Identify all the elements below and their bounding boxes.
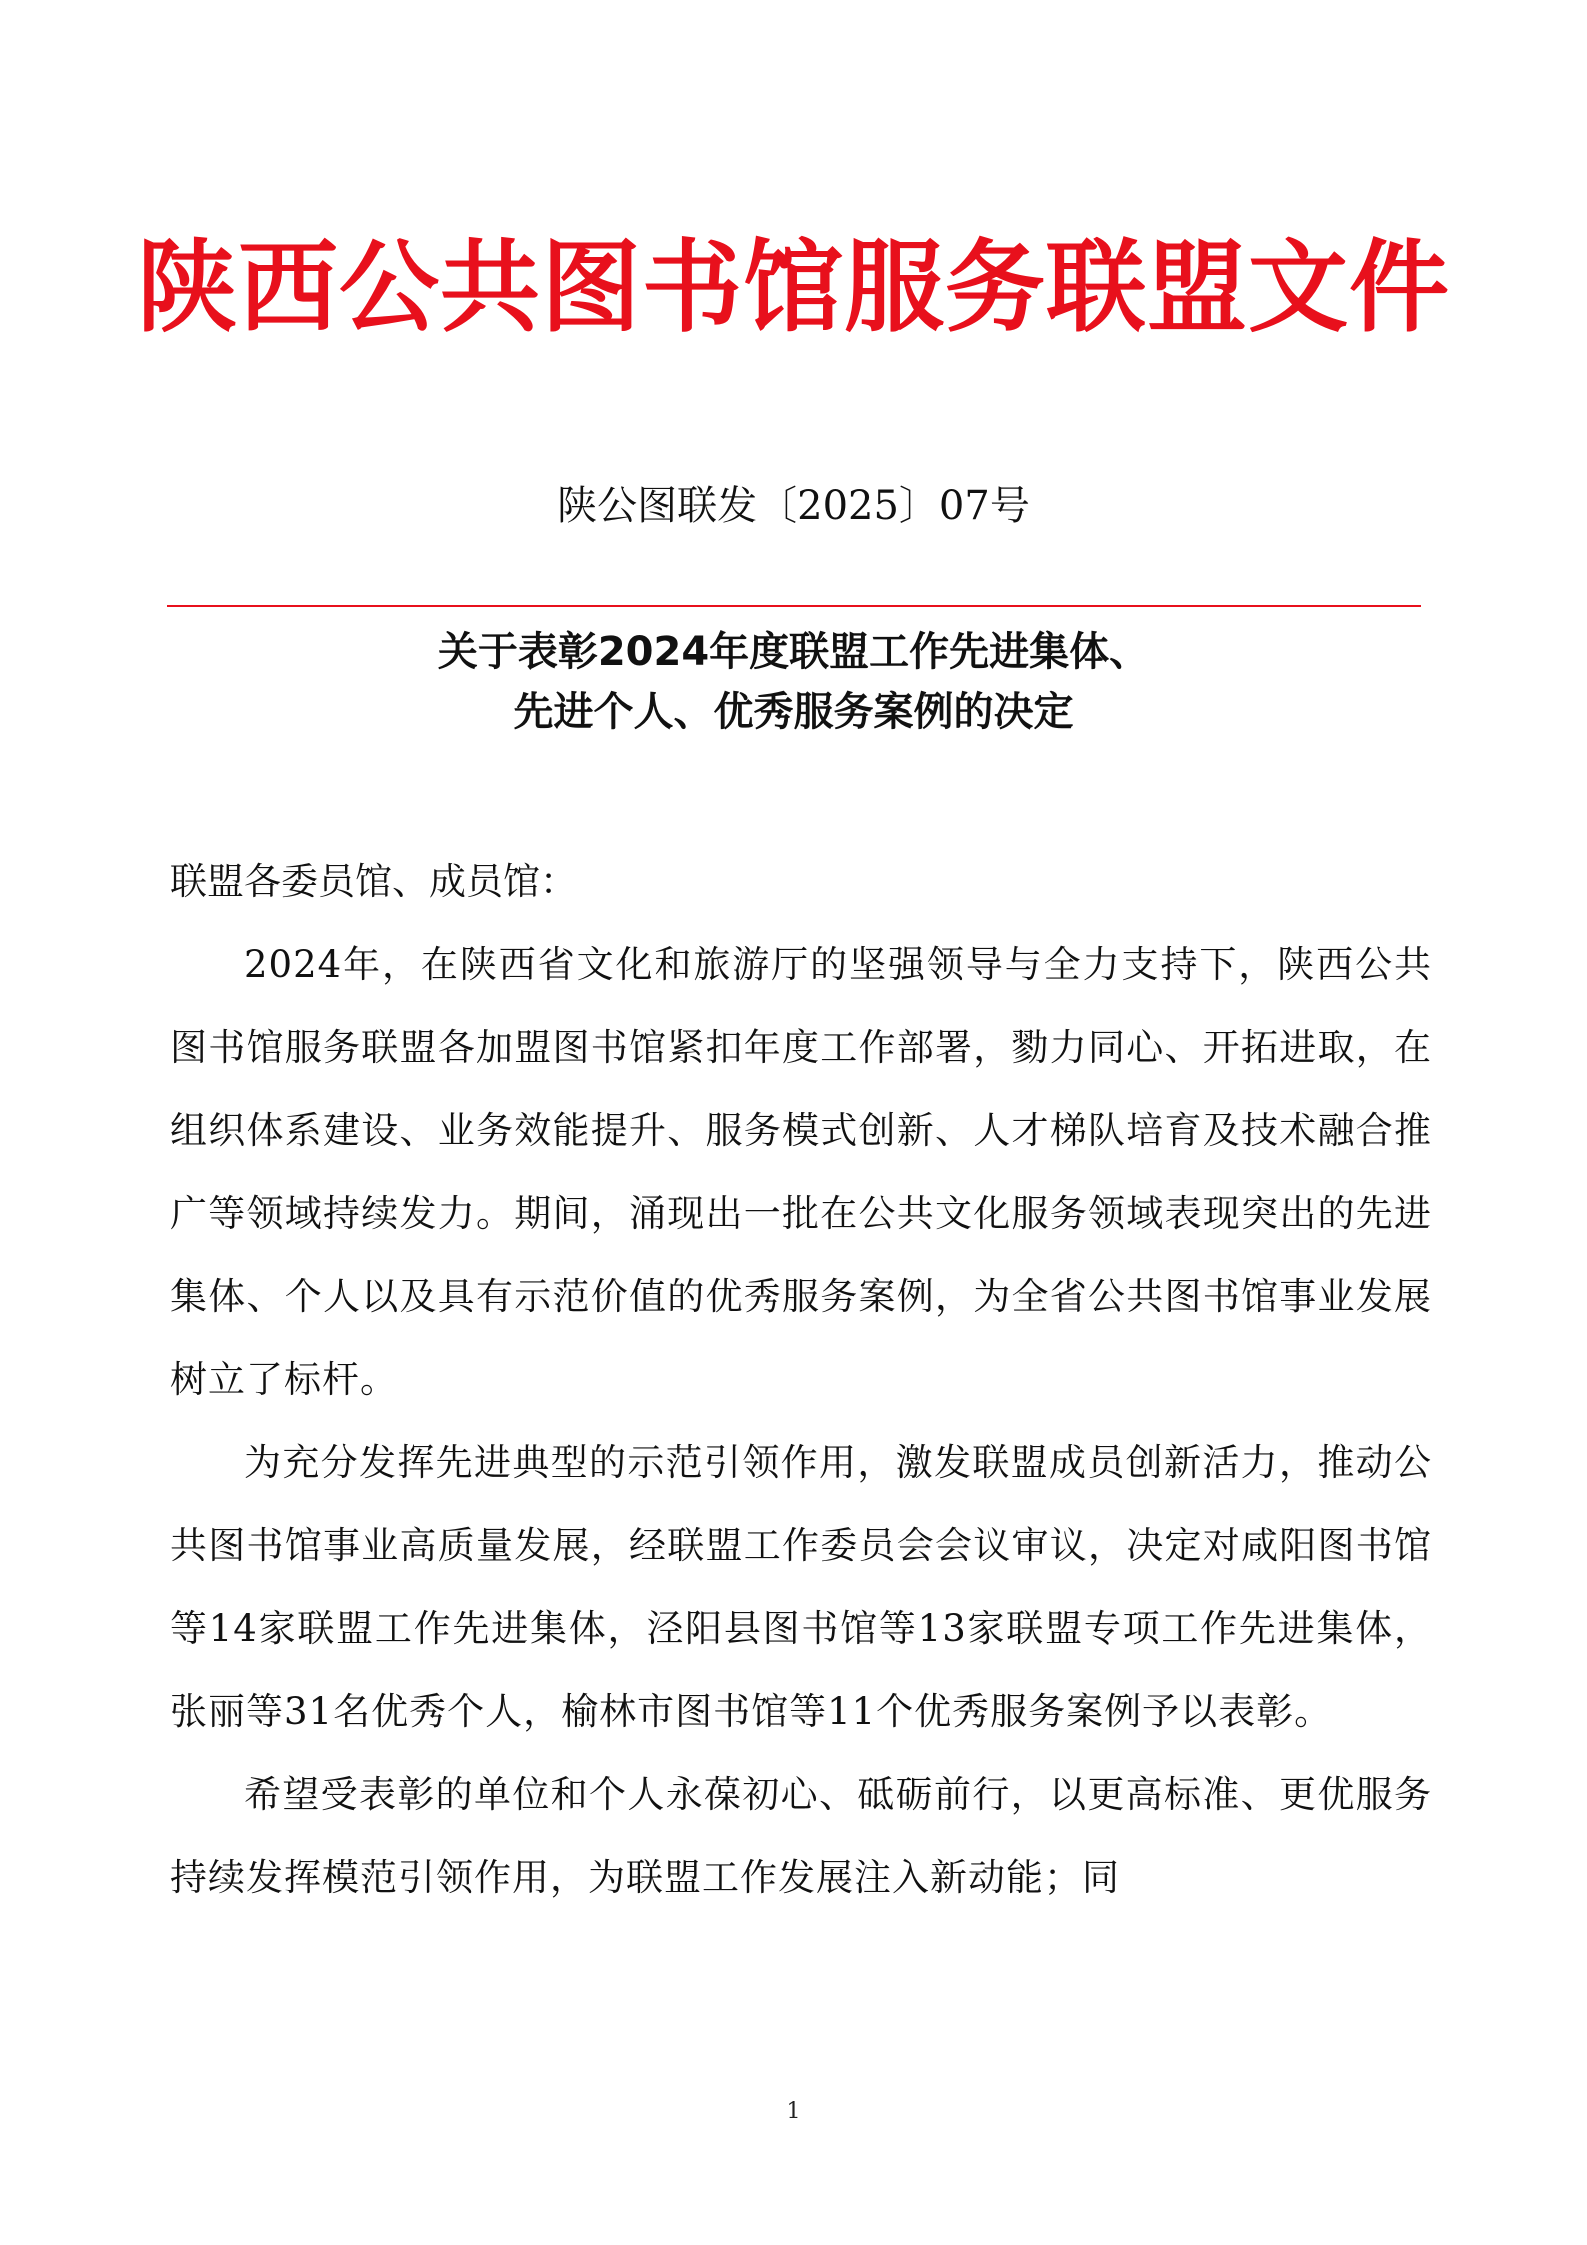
document-title [0,622,1587,742]
paragraph-2: 为充分发挥先进典型的示范引领作用，激发联盟成员创新活力，推动公共图书馆事业高质量发展，经联盟工作委员会会议审议，决定对咸阳图书馆等14家联盟工作先进集体，泾阳县图书馆等13家联盟专项工作先进集体，张丽等31名优秀个人，榆林市图书馆等11个优秀服务案例予以表彰。 [170,1441,1432,1733]
page-number: 1 [786,2099,801,2124]
paragraph-1: 2024年，在陕西省文化和旅游厅的坚强领导与全力支持下，陕西公共图书馆服务联盟各加盟图书馆紧扣年度工作部署，勠力同心、开拓进取，在组织体系建设、业务效能提升、服务模式创新、人才梯队培育及技术融合推广等领域持续发力。期间，涌现出一批在公共文化服务领域表现突出的先进集体、个人以及具有示范价值的优秀服务案例，为全省公共图书馆事业发展树立了标杆。 [170,943,1432,1401]
red-divider-line [167,605,1421,607]
paragraph-3: 希望受表彰的单位和个人永葆初心、砥砺前行，以更高标准、更优服务持续发挥模范引领作用，为联盟工作发展注入新动能；同 [170,1773,1432,1899]
salutation: 联盟各委员馆、成员馆： [170,860,577,903]
document-title-line-1: 关于表彰2024年度联盟工作先进集体、 [437,629,1150,675]
document-number: 陕公图联发〔2025〕07号 [557,483,1030,529]
masthead-title: 陕西公共图书馆服务联盟文件 [137,229,1450,346]
document-title-line-2: 先进个人、优秀服务案例的决定 [513,689,1074,735]
document-body [170,840,1432,1919]
